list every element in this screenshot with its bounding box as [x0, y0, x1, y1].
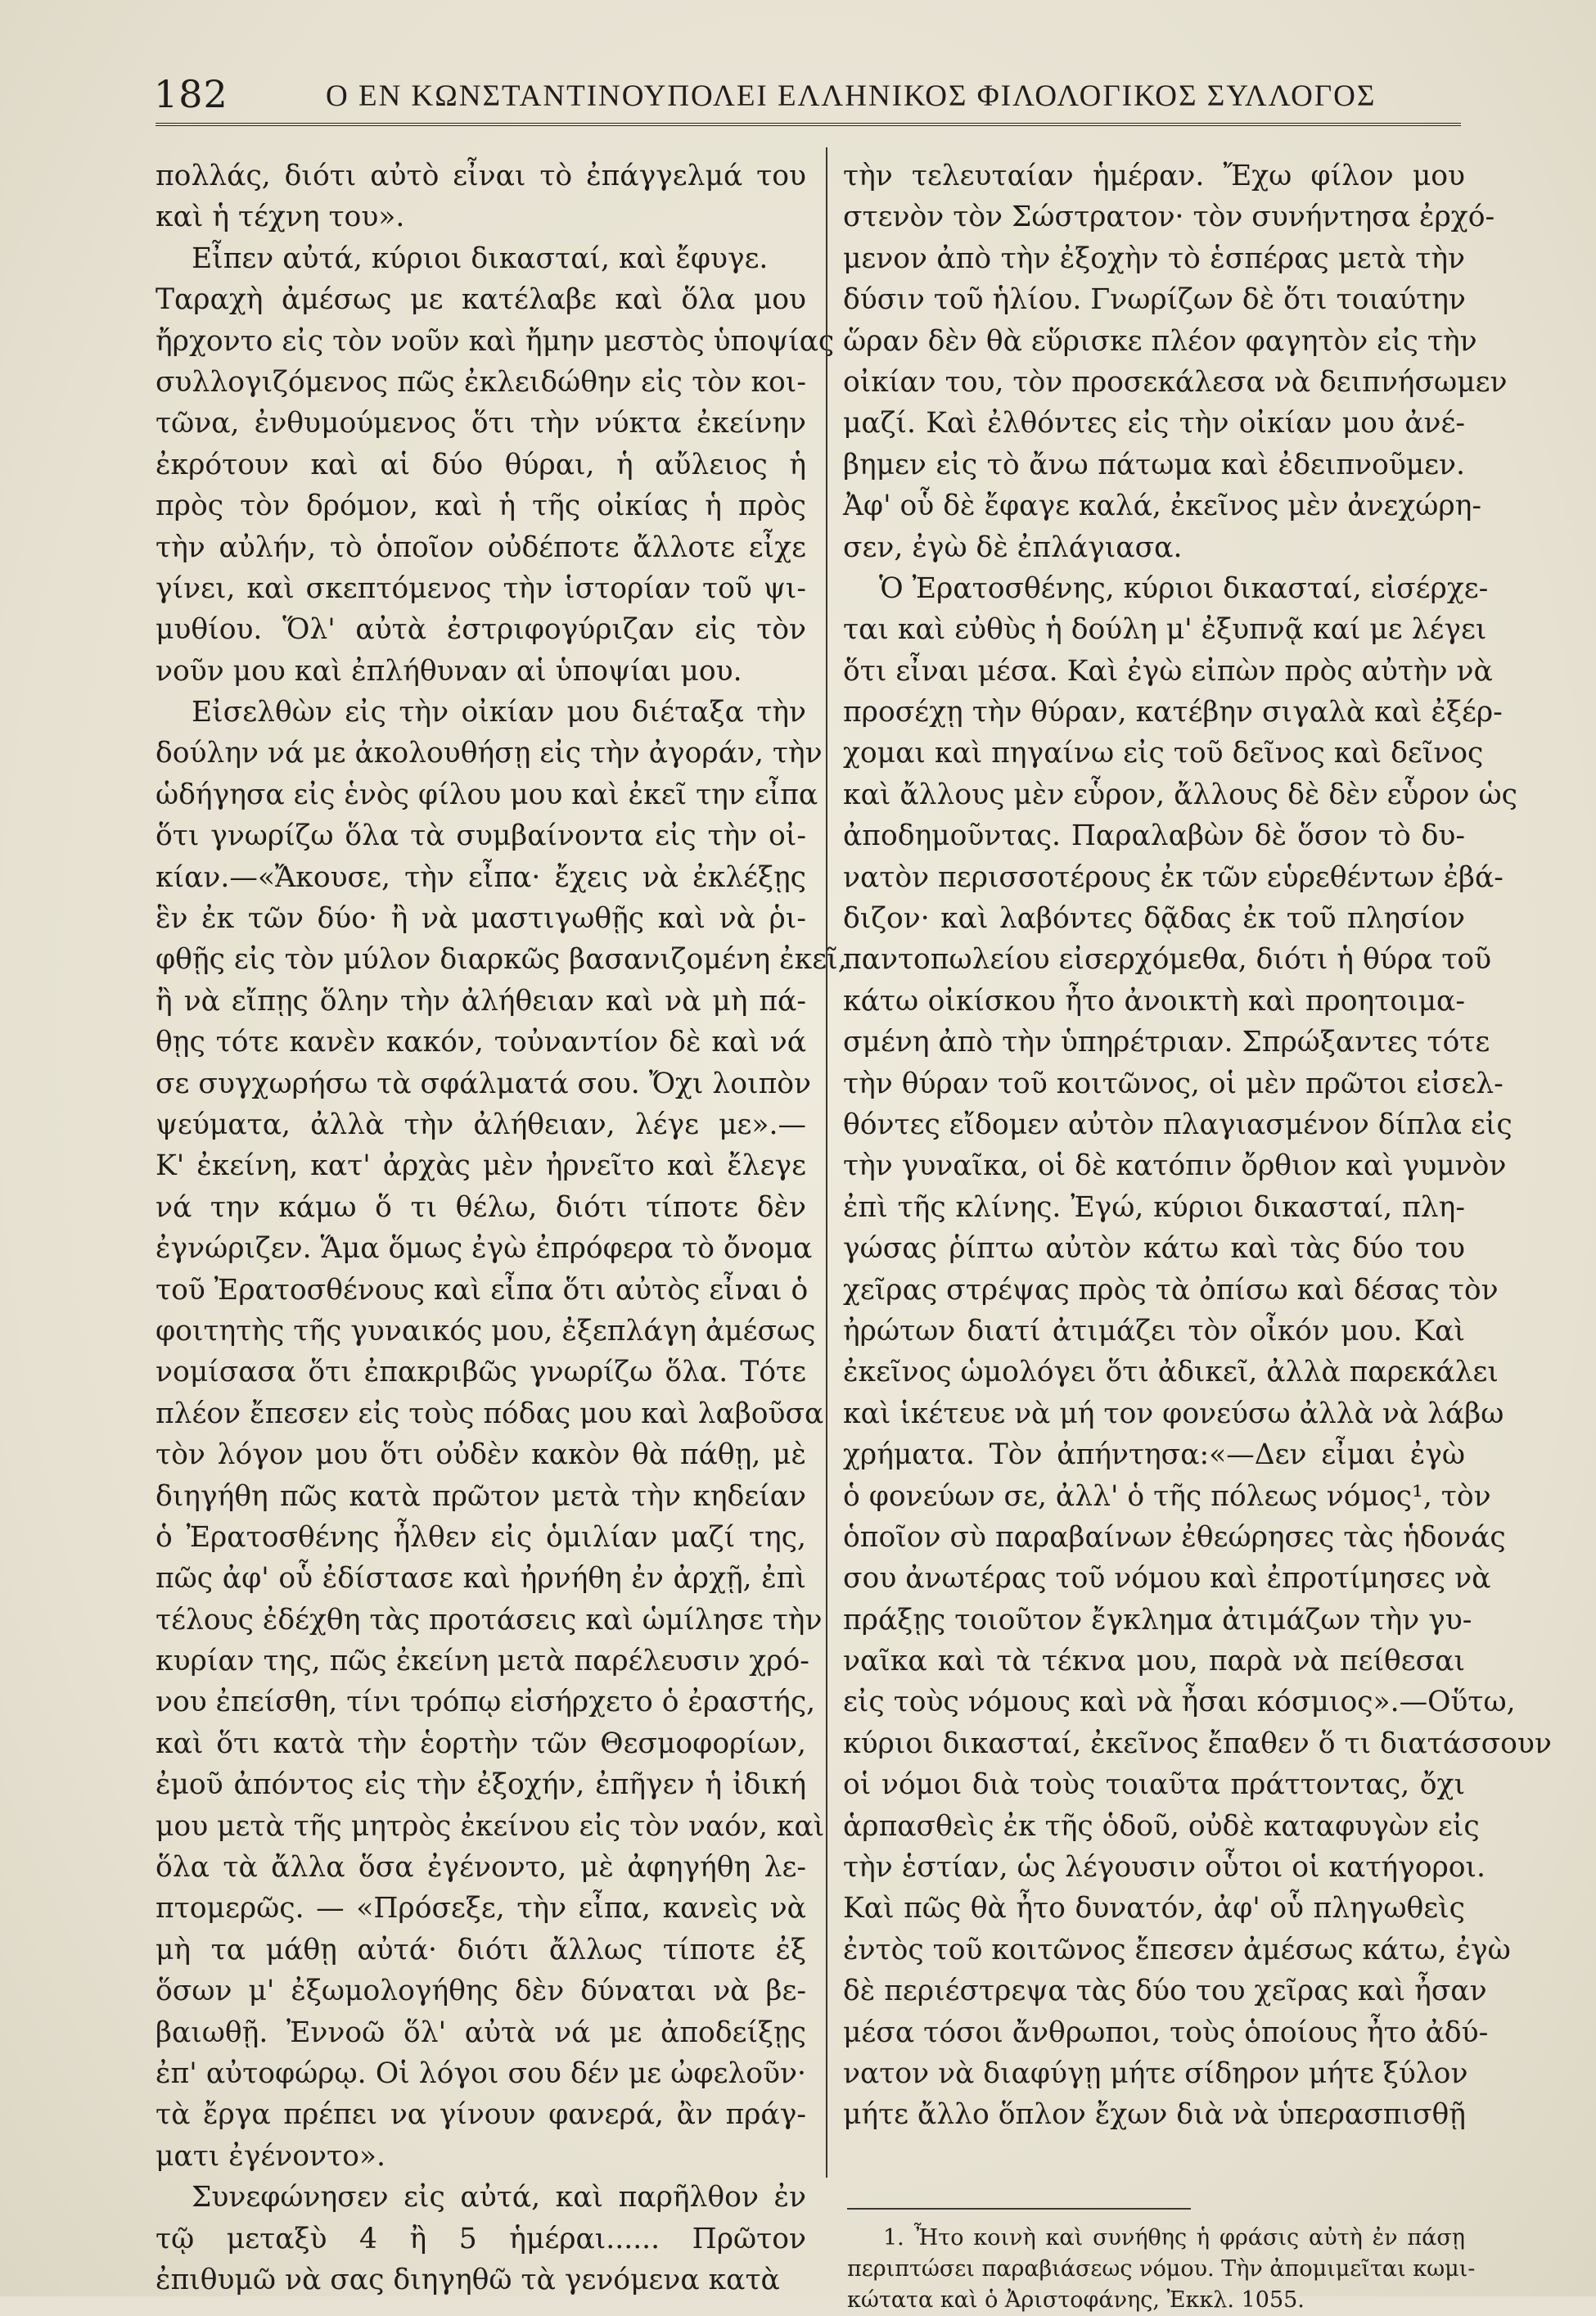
- column-divider: [826, 147, 827, 2178]
- text-line: ὡδήγησα εἰς ἑνὸς φίλου μου καὶ ἐκεῖ την εἶπα: [156, 778, 818, 811]
- text-line: κίαν.—«Ἄκουσε, τὴν εἶπα· ἔχεις νὰ ἐκλέξῃς: [156, 860, 806, 894]
- text-line: χομαι καὶ πηγαίνω εἰς τοῦ δεῖνος καὶ δεῖνος: [843, 737, 1484, 770]
- text-line: σεν, ἐγὼ δὲ ἐπλάγιασα.: [843, 530, 1183, 564]
- text-line: μου μετὰ τῆς μητρὸς ἐκείνου εἰς τὸν ναόν, καὶ: [156, 1809, 825, 1843]
- text-line: δὲ περιέστρεψα τὰς δύο του χεῖρας καὶ ἦσαν: [843, 1975, 1487, 2008]
- text-line: φθῇς εἰς τὸν μύλον διαρκῶς βασανιζομένη ἐκεῖ,: [156, 943, 847, 977]
- text-line: πτομερῶς. — «Πρόσεξε, τὴν εἶπα, κανεὶς νὰ: [156, 1892, 806, 1925]
- text-line: εἰς τοὺς νόμους καὶ νὰ ἦσαι κόσμιος».—Οὕτω,: [843, 1686, 1516, 1719]
- text-line: χρήματα. Τὸν ἀπήντησα:«—Δεν εἶμαι ἐγὼ: [843, 1438, 1465, 1472]
- text-line: σου ἀνωτέρας τοῦ νόμου καὶ ἐπροτίμησες νὰ: [843, 1562, 1491, 1596]
- text-line: πῶς ἀφ' οὗ ἐδίστασε καὶ ἠρνήθη ἐν ἀρχῇ, ἐπὶ: [156, 1562, 806, 1596]
- text-line: προσέχῃ τὴν θύραν, κατέβην σιγαλὰ καὶ ἐξέρ-: [843, 696, 1503, 729]
- text-line: Εἰσελθὼν εἰς τὴν οἰκίαν μου διέταξα τὴν: [192, 696, 806, 729]
- text-line: καὶ ἡ τέχνη του».: [156, 201, 405, 234]
- right-column: [843, 156, 1552, 2136]
- text-line: κάτω οἰκίσκου ἦτο ἀνοικτὴ καὶ προητοιμα-: [843, 984, 1465, 1018]
- text-line: ται καὶ εὐθὺς ἡ δούλη μ' ἐξυπνᾷ καί με λέγει: [843, 613, 1487, 647]
- text-line: καὶ ὅτι κατὰ τὴν ἑορτὴν τῶν Θεσμοφορίων,: [156, 1727, 806, 1760]
- text-line: Ταραχὴ ἀμέσως με κατέλαβε καὶ ὅλα μου: [156, 283, 806, 317]
- text-line: τὰ ἔργα πρέπει να γίνουν φανερά, ἂν πράγ-: [156, 2098, 806, 2132]
- text-line: καὶ ἱκέτευε νὰ μή τον φονεύσω ἀλλὰ νὰ λάβω: [843, 1397, 1504, 1430]
- text-line: συλλογιζόμενος πῶς ἐκλειδώθην εἰς τὸν κοι-: [156, 365, 806, 399]
- text-line: θῃς τότε κανὲν κακόν, τοὐναντίον δὲ καὶ νά: [156, 1026, 806, 1059]
- text-line: Ἀφ' οὗ δὲ ἔφαγε καλά, ἐκεῖνος μὲν ἀνεχώρη-: [843, 490, 1482, 523]
- text-line: μήτε ἄλλο ὅπλον ἔχων διὰ νὰ ὑπερασπισθῇ: [843, 2098, 1466, 2132]
- left-column: [156, 156, 847, 2300]
- footnote-rule: [847, 2208, 1191, 2210]
- text-line: βαιωθῇ. Ἐννοῶ ὅλ' αὐτὰ νά με ἀποδείξῃς: [156, 2016, 806, 2049]
- text-line: ὁποῖον σὺ παραβαίνων ἐθεώρησες τὰς ἡδονάς: [843, 1520, 1506, 1554]
- text-line: νατον νὰ διαφύγῃ μήτε σίδηρον μήτε ξύλον: [843, 2056, 1468, 2090]
- footnote-line: 1. Ἦτο κοινὴ καὶ συνήθης ἡ φράσις αὐτὴ ἐν πάσῃ: [883, 2225, 1465, 2251]
- text-line: νατὸν περισσοτέρους ἐκ τῶν εὑρεθέντων ἐβά-: [843, 860, 1504, 894]
- text-line: Εἶπεν αὐτά, κύριοι δικασταί, καὶ ἔφυγε.: [192, 242, 769, 275]
- text-line: πρὸς τὸν δρόμον, καὶ ἡ τῆς οἰκίας ἡ πρὸς: [156, 490, 806, 523]
- text-line: τὸν λόγον μου ὅτι οὐδὲν κακὸν θὰ πάθῃ, μὲ: [156, 1438, 806, 1472]
- text-line: βημεν εἰς τὸ ἄνω πάτωμα καὶ ἐδειπνοῦμεν.: [843, 448, 1465, 481]
- text-line: ὅτι εἶναι μέσα. Καὶ ἐγὼ εἰπὼν πρὸς αὐτὴν νὰ: [843, 654, 1493, 688]
- text-line: ὅλα τὰ ἄλλα ὅσα ἐγένοντο, μὲ ἀφηγήθη λε-: [156, 1851, 806, 1885]
- text-line: πράξῃς τοιοῦτον ἔγκλημα ἀτιμάζων τὴν γυ-: [843, 1603, 1472, 1637]
- text-line: παντοπωλείου εἰσερχόμεθα, διότι ἡ θύρα τοῦ: [843, 943, 1492, 977]
- text-line: γώσας ῥίπτω αὐτὸν κάτω καὶ τὰς δύο του: [843, 1232, 1465, 1266]
- text-line: στενὸν τὸν Σώστρατον· τὸν συνήντησα ἐρχό-: [843, 201, 1495, 234]
- text-line: ἀποδημοῦντας. Παραλαβὼν δὲ ὅσον τὸ δυ-: [843, 819, 1465, 853]
- text-line: οἰκίαν του, τὸν προσεκάλεσα νὰ δειπνήσωμεν: [843, 365, 1508, 399]
- text-line: ὁ φονεύων σε, ἀλλ' ὁ τῆς πόλεως νόμος¹, τὸν: [843, 1479, 1491, 1513]
- text-line: γίνει, καὶ σκεπτόμενος τὴν ἱστορίαν τοῦ ψι-: [156, 571, 806, 605]
- text-line: ἓν ἐκ τῶν δύο· ἢ νὰ μαστιγωθῇς καὶ νὰ ῥι-: [156, 902, 806, 936]
- text-line: Καὶ πῶς θὰ ἦτο δυνατόν, ἀφ' οὗ πληγωθεὶς: [843, 1892, 1465, 1925]
- text-line: ὅσων μ' ἐξωμολογήθης δὲν δύναται νὰ βε-: [156, 1975, 806, 2008]
- text-line: ψεύματα, ἀλλὰ τὴν ἀλήθειαν, λέγε με».—: [156, 1108, 806, 1141]
- text-line: ἐντὸς τοῦ κοιτῶνος ἔπεσεν ἀμέσως κάτω, ἐγὼ: [843, 1933, 1511, 1966]
- text-line: νά την κάμω ὅ τι θέλω, διότι τίποτε δὲν: [156, 1190, 806, 1224]
- text-line: ἐκεῖνος ὡμολόγει ὅτι ἀδικεῖ, ἀλλὰ παρεκάλει: [843, 1356, 1499, 1389]
- text-line: καὶ ἄλλους μὲν εὗρον, ἄλλους δὲ δὲν εὗρον ὡς: [843, 778, 1517, 811]
- text-line: τέλους ἐδέχθη τὰς προτάσεις καὶ ὡμίλησε τὴν: [156, 1603, 823, 1637]
- text-line: ὥραν δὲν θὰ εὕρισκε πλέον φαγητὸν εἰς τὴν: [843, 324, 1477, 358]
- text-line: διηγήθη πῶς κατὰ πρῶτον μετὰ τὴν κηδείαν: [156, 1479, 806, 1513]
- text-line: κυρίαν της, πῶς ἐκείνη μετὰ παρέλευσιν χρό-: [156, 1645, 809, 1678]
- text-line: σμένη ἀπὸ τὴν ὑπηρέτριαν. Σπρώξαντες τότε: [843, 1026, 1490, 1059]
- footnote-line: κώτατα καὶ ὁ Ἀριστοφάνης, Ἐκκλ. 1055.: [847, 2287, 1305, 2313]
- text-line: μέσα τόσοι ἄνθρωποι, τοὺς ὁποίους ἦτο ἀδύ-: [843, 2016, 1489, 2049]
- text-line: νοῦν μου καὶ ἐπλήθυναν αἱ ὑποψίαι μου.: [156, 654, 742, 688]
- footnote-line: περιπτώσει παραβιάσεως νόμου. Τὴν ἀπομιμεῖται κωμι-: [847, 2256, 1476, 2282]
- text-line: δύσιν τοῦ ἡλίου. Γνωρίζων δὲ ὅτι τοιαύτην: [843, 283, 1466, 317]
- text-line: οἱ νόμοι διὰ τοὺς τοιαῦτα πράττοντας, ὄχι: [843, 1768, 1465, 1802]
- running-title: Ο ΕΝ ΚΩΝΣΤΑΝΤΙΝΟΥΠΟΛΕΙ ΕΛΛΗΝΙΚΟΣ ΦΙΛΟΛΟΓΙΚΟΣ ΣΥΛΛΟΓΟΣ: [326, 79, 1377, 113]
- text-line: τοῦ Ἐρατοσθένους καὶ εἶπα ὅτι αὐτὸς εἶναι ὁ: [156, 1273, 809, 1307]
- text-line: ἤρχοντο εἰς τὸν νοῦν καὶ ἤμην μεστὸς ὑποψίας: [156, 324, 835, 358]
- text-line: ἐπιθυμῶ νὰ σας διηγηθῶ τὰ γενόμενα κατὰ: [156, 2263, 780, 2296]
- text-line: ἐπὶ τῆς κλίνης. Ἐγώ, κύριοι δικασταί, πλη-: [843, 1190, 1465, 1224]
- text-line: τὴν ἑστίαν, ὡς λέγουσιν οὗτοι οἱ κατήγοροι.: [843, 1851, 1486, 1885]
- page-header: [154, 72, 1463, 121]
- text-line: ἠρώτων διατί ἀτιμάζει τὸν οἶκόν μου. Καὶ: [843, 1314, 1465, 1348]
- text-line: τὴν θύραν τοῦ κοιτῶνος, οἱ μὲν πρῶτοι εἰσελ-: [843, 1067, 1504, 1100]
- text-line: μαζί. Καὶ ἐλθόντες εἰς τὴν οἰκίαν μου ἀνέ-: [843, 407, 1465, 440]
- text-line: δούλην νά με ἀκολουθήσῃ εἰς τὴν ἀγοράν, τὴν: [156, 737, 823, 770]
- text-line: ἢ νὰ εἴπῃς ὅλην τὴν ἀλήθειαν καὶ νὰ μὴ πά-: [156, 984, 806, 1018]
- text-line: τῶνα, ἐνθυμούμενος ὅτι τὴν νύκτα ἐκείνην: [156, 407, 806, 440]
- text-line: μυθίου. Ὅλ' αὐτὰ ἐστριφογύριζαν εἰς τὸν: [156, 613, 806, 647]
- text-line: θόντες εἴδομεν αὐτὸν πλαγιασμένον δίπλα εἰς: [843, 1108, 1513, 1141]
- text-line: νομίσασα ὅτι ἐπακριβῶς γνωρίζω ὅλα. Τότε: [156, 1356, 806, 1389]
- text-line: ναῖκα καὶ τὰ τέκνα μου, παρὰ νὰ πείθεσαι: [843, 1645, 1465, 1678]
- text-line: νου ἐπείσθη, τίνι τρόπῳ εἰσήρχετο ὁ ἐραστής,: [156, 1686, 816, 1719]
- text-line: φοιτητὴς τῆς γυναικός μου, ἐξεπλάγη ἀμέσως: [156, 1314, 816, 1348]
- text-line: ἐμοῦ ἀπόντος εἰς τὴν ἐξοχήν, ἐπῆγεν ἡ ἰδική: [156, 1768, 806, 1802]
- text-line: ὅτι γνωρίζω ὅλα τὰ συμβαίνοντα εἰς τὴν οἰ-: [156, 819, 806, 853]
- text-line: σε συγχωρήσω τὰ σφάλματά σου. Ὄχι λοιπὸν: [156, 1067, 811, 1100]
- text-line: τῷ μεταξὺ 4 ἢ 5 ἡμέραι...... Πρῶτον: [156, 2222, 806, 2255]
- text-line: ἐπ' αὐτοφώρῳ. Οἱ λόγοι σου δέν με ὠφελοῦν·: [156, 2056, 806, 2090]
- text-line: ἁρπασθεὶς ἐκ τῆς ὁδοῦ, οὐδὲ καταφυγὼν εἰς: [843, 1809, 1480, 1843]
- text-line: μὴ τα μάθῃ αὐτά· διότι ἄλλως τίποτε ἐξ: [156, 1933, 806, 1966]
- text-line: μενον ἀπὸ τὴν ἐξοχὴν τὸ ἑσπέρας μετὰ τὴν: [843, 242, 1465, 275]
- text-line: ἐκρότουν καὶ αἱ δύο θύραι, ἡ αὔλειος ἡ: [156, 448, 806, 481]
- text-line: ἐγνώριζεν. Ἅμα ὅμως ἐγὼ ἐπρόφερα τὸ ὄνομα: [156, 1232, 813, 1266]
- text-line: διζον· καὶ λαβόντες δᾷδας ἐκ τοῦ πλησίον: [843, 902, 1465, 936]
- text-line: ὁ Ἐρατοσθένης ἦλθεν εἰς ὁμιλίαν μαζί της,: [156, 1520, 806, 1554]
- text-line: χεῖρας στρέψας πρὸς τὰ ὀπίσω καὶ δέσας τὸν: [843, 1273, 1499, 1307]
- text-line: ματι ἐγένοντο».: [156, 2139, 385, 2173]
- text-line: τὴν τελευταίαν ἡμέραν. Ἔχω φίλον μου: [843, 160, 1465, 192]
- text-line: τὴν αὐλήν, τὸ ὁποῖον οὐδέποτε ἄλλοτε εἶχε: [156, 530, 806, 564]
- page-number: 182: [154, 72, 228, 116]
- footnote: [847, 2223, 1476, 2316]
- text-line: Κ' ἐκείνη, κατ' ἀρχὰς μὲν ἠρνεῖτο καὶ ἔλεγε: [156, 1149, 806, 1183]
- text-line: τὴν γυναῖκα, οἱ δὲ κατόπιν ὄρθιον καὶ γυμνὸν: [843, 1149, 1507, 1183]
- text-line: πλέον ἔπεσεν εἰς τοὺς πόδας μου καὶ λαβοῦσα: [156, 1397, 824, 1430]
- text-line: πολλάς, διότι αὐτὸ εἶναι τὸ ἐπάγγελμά του: [156, 160, 806, 192]
- text-line: κύριοι δικασταί, ἐκεῖνος ἔπαθεν ὅ τι διατάσσουν: [843, 1727, 1552, 1760]
- header-rule: [156, 123, 1461, 126]
- text-line: Συνεφώνησεν εἰς αὐτά, καὶ παρῆλθον ἐν: [192, 2181, 806, 2214]
- text-line: Ὁ Ἐρατοσθένης, κύριοι δικασταί, εἰσέρχε-: [879, 571, 1489, 605]
